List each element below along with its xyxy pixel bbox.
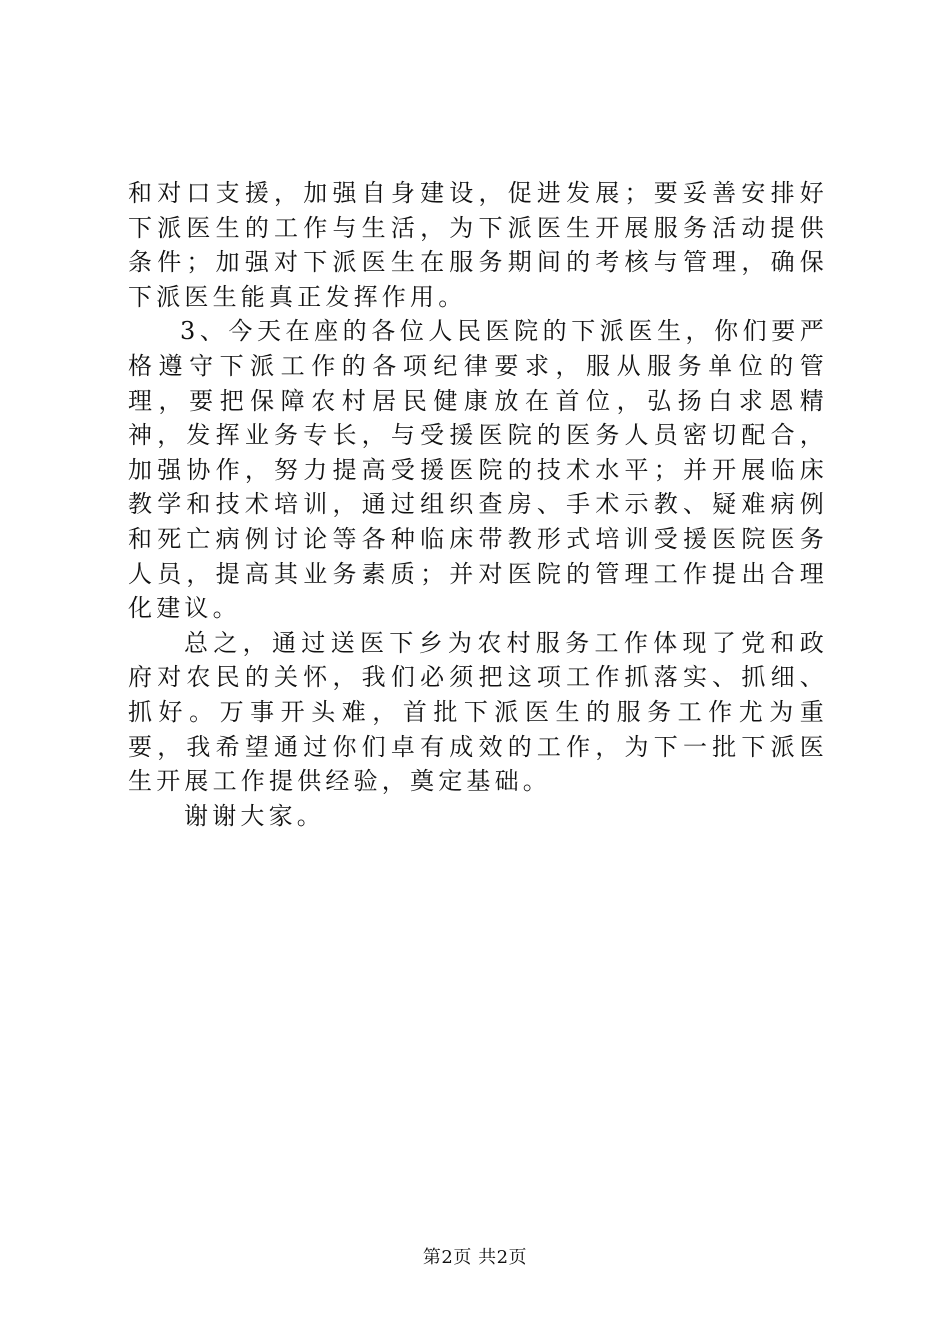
page-number-footer: 第2页 共2页 [422,1247,528,1268]
document-body [128,176,828,833]
paragraph-conclusion: 总之，通过送医下乡为农村服务工作体现了党和政府对农民的关怀，我们必须把这项工作抓落实、抓细、抓好。万事开头难，首批下派医生的服务工作尤为重要，我希望通过你们卓有成效的工作，为下一批下派医生开展工作提供经验，奠定基础。 [128,628,828,796]
paragraph-thanks: 谢谢大家。 [184,801,325,830]
paragraph-continuation: 和对口支援，加强自身建设，促进发展；要妥善安排好下派医生的工作与生活，为下派医生开展服务活动提供条件；加强对下派医生在服务期间的考核与管理，确保下派医生能真正发挥作用。 [128,179,828,311]
paragraph-item-3: 3、今天在座的各位人民医院的下派医生，你们要严格遵守下派工作的各项纪律要求，服从服务单位的管理，要把保障农村居民健康放在首位，弘扬白求恩精神，发挥业务专长，与受援医院的医务人员密切配合，加强协作，努力提高受援医院的技术水平；并开展临床教学和技术培训，通过组织查房、手术示教、疑难病例和死亡病例讨论等各种临床带教形式培训受援医院医务人员，提高其业务素质；并对医院的管理工作提出合理化建议。 [128,317,828,623]
